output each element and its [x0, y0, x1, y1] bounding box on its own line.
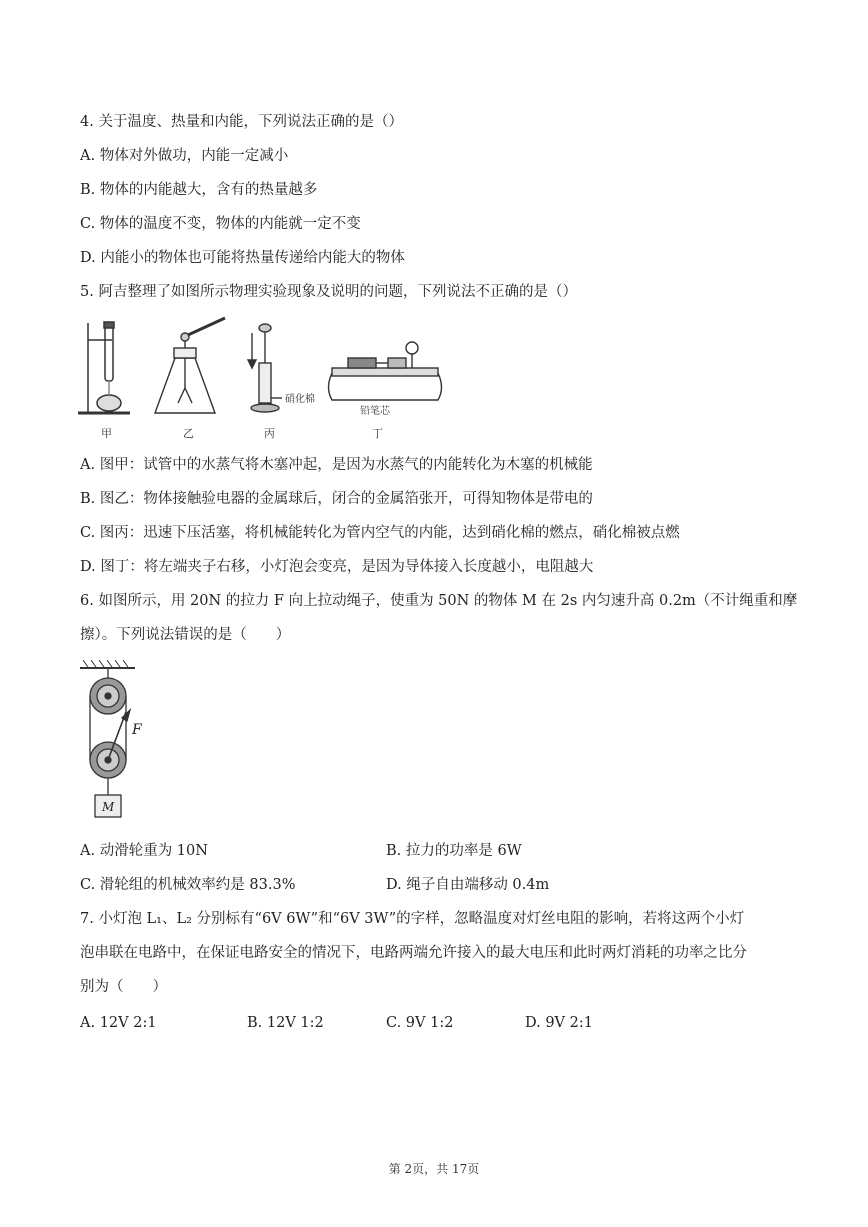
q4-option-a: A. 物体对外做功，内能一定减小 [80, 148, 289, 164]
figure-bing-syringe [248, 324, 282, 412]
figure-jia-stand [78, 322, 130, 413]
label-M: M [102, 800, 115, 814]
fig-label-ding: 丁 [372, 427, 383, 440]
page-footer: 第 2页，共 17页 [388, 1162, 480, 1176]
q5-option-b: B. 图乙：物体接触验电器的金属球后，闭合的金属箔张开，可得知物体是带电的 [80, 491, 593, 507]
q6-pulley-figure [80, 660, 170, 820]
q7-option-a: A. 12V 2:1 [80, 1015, 157, 1031]
q5-option-c: C. 图丙：迅速下压活塞，将机械能转化为管内空气的内能，达到硝化棉的燃点，硝化棉被点燃 [80, 525, 680, 541]
q6-option-a: A. 动滑轮重为 10N [80, 843, 208, 859]
fig-label-jia: 甲 [101, 427, 112, 440]
q4-option-d: D. 内能小的物体也可能将热量传递给内能大的物体 [80, 250, 405, 266]
figure-yi-electroscope [155, 318, 225, 413]
q5-stem: 5. 阿吉整理了如图所示物理实验现象及说明的问题，下列说法不正确的是（） [80, 284, 577, 300]
q6-stem-line2: 擦）。下列说法错误的是（ ） [80, 627, 291, 643]
q7-option-b: B. 12V 1:2 [247, 1015, 324, 1031]
q4-option-c: C. 物体的温度不变，物体的内能就一定不变 [80, 216, 361, 232]
q7-option-d: D. 9V 2:1 [525, 1015, 593, 1031]
q7-option-c: C. 9V 1:2 [386, 1015, 454, 1031]
label-pencil: 铅笔芯 [360, 406, 390, 417]
q4-option-b: B. 物体的内能越大，含有的热量越多 [80, 182, 318, 198]
q6-option-c: C. 滑轮组的机械效率约是 83.3% [80, 877, 296, 893]
q7-stem-line2: 泡串联在电路中，在保证电路安全的情况下，电路两端允许接入的最大电压和此时两灯消耗的功率之比分 [80, 945, 747, 961]
fig-label-bing: 丙 [264, 427, 275, 440]
label-nitro: 硝化棉 [285, 394, 315, 405]
q6-stem-line1: 6. 如图所示，用 20N 的拉力 F 向上拉动绳子，使重为 50N 的物体 M 在 2s 内匀速升高 0.2m（不计绳重和摩 [80, 593, 798, 609]
q5-option-a: A. 图甲：试管中的水蒸气将木塞冲起，是因为水蒸气的内能转化为木塞的机械能 [80, 457, 593, 473]
q4-stem: 4. 关于温度、热量和内能，下列说法正确的是（） [80, 114, 403, 130]
q5-figures [70, 318, 470, 428]
q7-stem-line3: 别为（ ） [80, 979, 167, 995]
label-F: F [132, 722, 142, 738]
q6-option-b: B. 拉力的功率是 6W [386, 843, 522, 859]
q7-stem-line1: 7. 小灯泡 L₁、L₂ 分别标有“6V 6W”和“6V 3W”的字样，忽略温度对灯丝电阻的影响，若将这两个小灯 [80, 911, 745, 927]
q6-option-d: D. 绳子自由端移动 0.4m [386, 877, 550, 893]
fig-label-yi: 乙 [183, 427, 194, 440]
figure-ding-circuit [329, 342, 442, 400]
q5-option-d: D. 图丁：将左端夹子右移，小灯泡会变亮，是因为导体接入长度越小，电阻越大 [80, 559, 594, 575]
